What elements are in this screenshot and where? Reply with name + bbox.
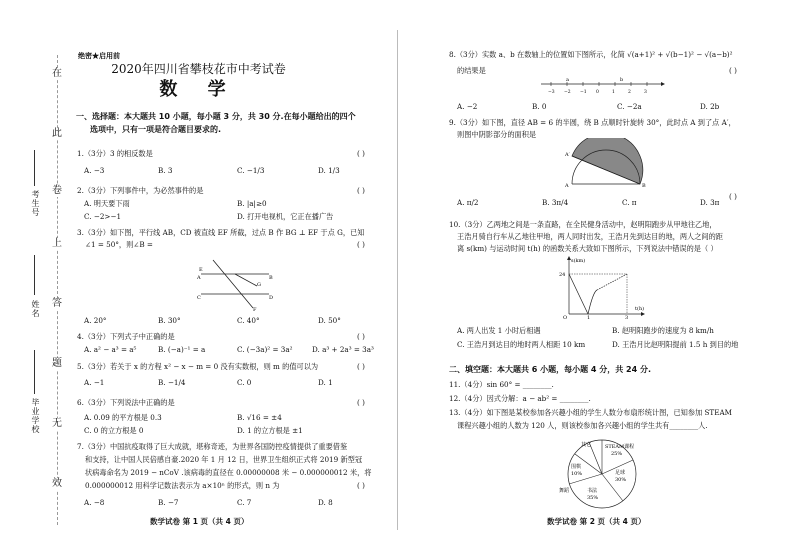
binding-line bbox=[57, 55, 58, 525]
q5-option-b: B. −1/4 bbox=[158, 378, 186, 387]
y-tick-24: 24 bbox=[559, 272, 566, 278]
q3-stem-2: ∠1 = 50°，则∠B = bbox=[85, 240, 153, 249]
q13-line1: 13.（4分）如下图是某校参加各兴趣小组的学生人数分布扇形统计图，已知参加 STEAM bbox=[449, 408, 732, 417]
svg-text:B: B bbox=[269, 275, 273, 281]
q2-option-b: B. |a|≥0 bbox=[237, 199, 267, 208]
q8-stem: 8.（3分）实数 a、b 在数轴上的位置如下图所示，化简 √(a+1)² + √(b−1)² − √(a−b)² bbox=[449, 50, 733, 59]
number-line-tick-label: −1 bbox=[580, 90, 587, 95]
x-axis-label: t(h) bbox=[635, 306, 645, 312]
q9-option-a: A. π/2 bbox=[457, 198, 479, 207]
seal-char: 题 bbox=[52, 358, 62, 369]
seal-char: 无 bbox=[52, 418, 62, 429]
underline bbox=[34, 255, 35, 295]
q10-line1: 10.（3分）乙两地之间是一条直路，在全民健身活动中，赵明阳跑步从甲地往乙地， bbox=[449, 220, 717, 229]
answer-paren: ( ) bbox=[357, 362, 365, 371]
pie-perc-calligraphy: 35% bbox=[587, 495, 599, 501]
q8-option-a: A. −2 bbox=[457, 102, 478, 111]
q8-option-d: D. 2b bbox=[700, 102, 720, 111]
q3-option-d: D. 50° bbox=[318, 316, 341, 325]
q10-line2: 王浩月骑自行车从乙地往甲地，两人同时出发，王浩月先到达目的地，两人之间的距 bbox=[457, 232, 723, 241]
q3-stem: 3.（3分）如下图，平行线 AB，CD 被直线 EF 所截，过点 B 作 BG ⊥ EF 于点 G，已知 bbox=[77, 228, 365, 237]
q3-option-c: C. 40° bbox=[237, 316, 260, 325]
q7-option-c: C. 7 bbox=[237, 498, 252, 507]
seal-char: 卷 bbox=[52, 185, 62, 196]
number-line-tick-label: 3 bbox=[644, 90, 647, 95]
q8-option-c: C. −2a bbox=[617, 102, 642, 111]
pie-label-calligraphy: 书法 bbox=[587, 488, 598, 494]
answer-paren: ( ) bbox=[729, 66, 737, 75]
seal-char: 效 bbox=[52, 478, 62, 489]
q5-option-c: C. 0 bbox=[237, 378, 252, 387]
section1-heading-2: 选项中，只有一项是符合题目要求的. bbox=[90, 125, 222, 134]
q6-option-c: C. 0 的立方根是 0 bbox=[84, 426, 144, 435]
y-axis-label: s(km) bbox=[571, 258, 586, 264]
point-a-prime: A′ bbox=[565, 152, 570, 158]
answer-paren: ( ) bbox=[357, 240, 365, 249]
pie-perc-steam: 25% bbox=[611, 451, 623, 457]
q6-option-d: D. 1 的立方根是 ±1 bbox=[237, 426, 303, 435]
x-tick-3: 3 bbox=[625, 315, 629, 320]
pie-label-go: 围棋 bbox=[571, 464, 582, 470]
point-b-label: b bbox=[620, 77, 624, 83]
seal-char: 此 bbox=[52, 128, 62, 139]
q7-line2: 和支持，让中国人民倍感自豪.2020 年 1 月 12 日，世界卫生组织正式将 2019 新型冠 bbox=[85, 455, 363, 464]
q8-option-b: B. 0 bbox=[532, 102, 547, 111]
q9-option-b: B. 3π/4 bbox=[542, 198, 569, 207]
svg-text:C: C bbox=[197, 295, 201, 301]
point-a-label: a bbox=[566, 77, 569, 83]
q3-option-b: B. 30° bbox=[158, 316, 181, 325]
q2-stem: 2.（3分）下列事件中，为必然事件的是 bbox=[77, 186, 204, 195]
origin-label: O bbox=[563, 315, 568, 320]
svg-text:D: D bbox=[269, 295, 274, 301]
q7-option-a: A. −8 bbox=[84, 498, 105, 507]
pie-chart bbox=[557, 432, 647, 512]
q9-line1: 9.（3分）如下图，直径 AB = 6 的半圆，绕 B 点顺时针旋转 30°，此时点 A 到了点 A′， bbox=[449, 118, 736, 127]
seal-char: 上 bbox=[52, 238, 62, 249]
point-a: A bbox=[565, 183, 569, 189]
exam-title: 2020年四川省攀枝花市中考试卷 bbox=[111, 62, 286, 76]
number-line-tick-label: 2 bbox=[628, 90, 631, 95]
q12-stem: 12.（4分）因式分解：a − ab² = ________. bbox=[449, 394, 591, 403]
q13-line2: 课程兴趣小组的人数为 120 人，则该校参加各兴趣小组的学生共有________人. bbox=[457, 421, 708, 430]
school-label: 毕业学校 bbox=[31, 398, 40, 434]
pie-label-dance: 舞蹈 bbox=[559, 488, 570, 494]
name-label: 姓名 bbox=[31, 300, 40, 318]
number-line-tick-label: 1 bbox=[612, 90, 615, 95]
right-page bbox=[397, 0, 794, 560]
q2-option-d: D. 打开电视机，它正在播广告 bbox=[237, 212, 334, 221]
q8-stem-2: 的结果是 bbox=[457, 66, 486, 75]
q1-option-c: C. −1/3 bbox=[237, 166, 265, 175]
q1-option-b: B. 3 bbox=[158, 166, 173, 175]
q1-option-d: D. 1/3 bbox=[318, 166, 340, 175]
number-line-tick-label: −2 bbox=[564, 90, 571, 95]
pie-label-other: 其它 bbox=[581, 442, 592, 448]
q4-stem: 4.（3分）下列式子中正确的是 bbox=[77, 332, 175, 341]
x-tick-1: 1 bbox=[587, 315, 591, 320]
section2-heading: 二、填空题：本大题共 6 小题，每小题 4 分，共 24 分. bbox=[449, 365, 652, 374]
q10-line3: 离 s(km) 与运动时间 t(h) 的函数关系大致如下图所示，下列说法中错误的是（ ） bbox=[457, 244, 718, 253]
q7-line4: 0.000000012 用科学记数法表示为 a×10ⁿ 的形式，则 n 为 bbox=[85, 481, 280, 490]
page-footer: 数学试卷 第 1 页（共 4 页） bbox=[150, 517, 249, 526]
pie-perc-football: 30% bbox=[615, 477, 627, 483]
pie-label-steam: STEAM课程 bbox=[605, 444, 635, 450]
q2-option-c: C. −2>−1 bbox=[84, 212, 122, 221]
parallel-lines-figure bbox=[195, 256, 275, 312]
answer-paren: ( ) bbox=[729, 192, 737, 201]
answer-paren: ( ) bbox=[357, 186, 365, 195]
number-line-tick-label: −3 bbox=[548, 90, 555, 95]
svg-text:G: G bbox=[257, 282, 261, 288]
underline bbox=[34, 350, 35, 394]
underline bbox=[34, 150, 35, 186]
svg-text:F: F bbox=[253, 307, 257, 312]
q10-option-b: B. 赵明阳跑步的速度为 8 km/h bbox=[612, 326, 714, 335]
q10-option-a: A. 两人出发 1 小时后相遇 bbox=[457, 326, 541, 335]
answer-paren: ( ) bbox=[357, 332, 365, 341]
q6-stem: 6.（3分）下列说法中正确的是 bbox=[77, 398, 175, 407]
q2-option-a: A. 明天要下雨 bbox=[84, 199, 130, 208]
seal-char: 答 bbox=[52, 298, 62, 309]
q9-line2: 则图中阴影部分的面积是 bbox=[457, 130, 537, 139]
point-b: B bbox=[642, 183, 646, 189]
q7-line3: 状病毒命名为 2019 − nCoV .该病毒的直径在 0.00000008 米 − 0.000000012 米，将 bbox=[85, 468, 372, 477]
q4-option-c: C. (−3a)² = 3a² bbox=[237, 345, 293, 354]
q5-stem: 5.（3分）若关于 x 的方程 x² − x − m = 0 没有实数根，则 m 的值可以为 bbox=[77, 362, 319, 371]
q1-stem: 1.（3分）3 的相反数是 bbox=[77, 149, 153, 158]
q7-line1: 7.（3分）中国抗疫取得了巨大成就，堪称奇迹，为世界各国防控疫情提供了重要借鉴 bbox=[77, 442, 348, 451]
q5-option-d: D. 1 bbox=[318, 378, 333, 387]
seal-char: 在 bbox=[52, 68, 62, 79]
q7-option-b: B. −7 bbox=[158, 498, 179, 507]
number-line-figure bbox=[537, 76, 667, 98]
q3-option-a: A. 20° bbox=[84, 316, 107, 325]
pie-perc-go: 10% bbox=[571, 471, 583, 477]
candidate-number-label: 考生号 bbox=[31, 190, 40, 217]
section1-heading: 一、选择题：本大题共 10 小题，每小题 3 分，共 30 分.在每小题给出的四个 bbox=[76, 112, 356, 121]
q11-stem: 11.（4分）sin 60° = ________. bbox=[449, 380, 554, 389]
answer-paren: ( ) bbox=[357, 398, 365, 407]
q10-option-c: C. 王浩月到达目的地时两人相距 10 km bbox=[457, 340, 586, 349]
q4-option-b: B. (−a)⁻¹ = a bbox=[158, 345, 206, 354]
answer-paren: ( ) bbox=[357, 149, 365, 158]
svg-text:E: E bbox=[199, 267, 203, 273]
confidential-mark: 绝密★启用前 bbox=[78, 51, 120, 60]
q6-option-b: B. √16 = ±4 bbox=[237, 413, 282, 422]
q5-option-a: A. −1 bbox=[84, 378, 105, 387]
q10-option-d: D. 王浩月比赵明阳提前 1.5 h 到目的地 bbox=[612, 340, 739, 349]
answer-paren: ( ) bbox=[357, 481, 365, 490]
q7-option-d: D. 8 bbox=[318, 498, 333, 507]
page-footer: 数学试卷 第 2 页（共 4 页） bbox=[547, 517, 646, 526]
distance-time-graph bbox=[557, 256, 647, 320]
number-line-tick-label: 0 bbox=[596, 90, 599, 95]
rotated-semicircle-figure bbox=[562, 138, 652, 190]
q1-option-a: A. −3 bbox=[84, 166, 105, 175]
binding-column bbox=[0, 0, 70, 560]
q4-option-a: A. a² − a³ = a⁵ bbox=[84, 345, 137, 354]
q4-option-d: D. a³ + 2a³ = 3a³ bbox=[312, 345, 374, 354]
q9-option-c: C. π bbox=[622, 198, 637, 207]
subject-title: 数 学 bbox=[159, 79, 238, 100]
q6-option-a: A. 0.09 的平方根是 0.3 bbox=[84, 413, 162, 422]
q9-option-d: D. 3π bbox=[700, 198, 720, 207]
pie-label-football: 足球 bbox=[615, 470, 626, 476]
svg-text:A: A bbox=[197, 275, 201, 281]
